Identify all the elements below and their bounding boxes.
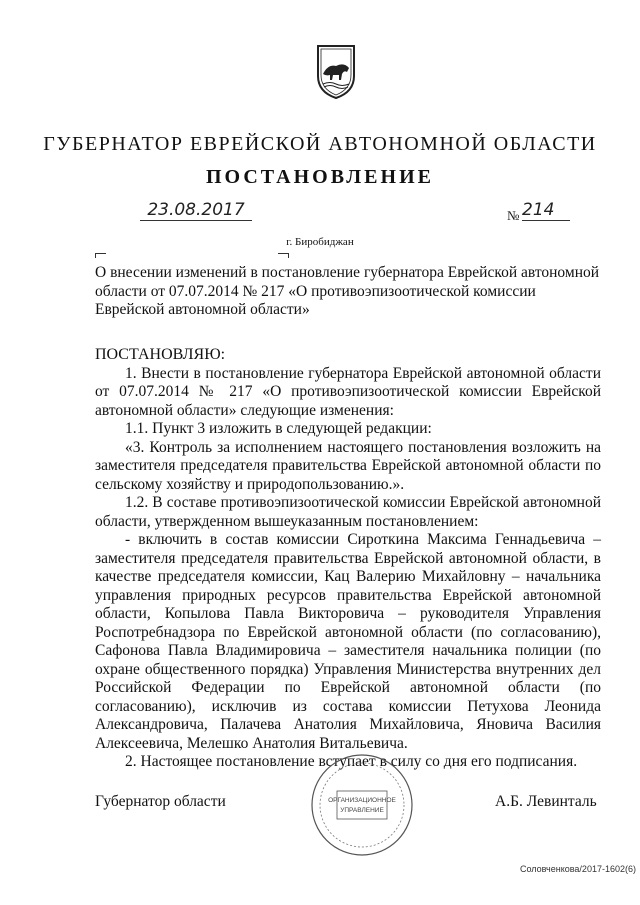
coat-of-arms-icon bbox=[314, 42, 358, 100]
subject-corner-right bbox=[278, 253, 289, 258]
document-body bbox=[95, 346, 601, 772]
paragraph-quote: «3. Контроль за исполнением настоящего постановления возложить на заместителя председателя правительства Еврейской автономной области по сельскому хозяйству и природопользованию.». bbox=[95, 438, 601, 493]
signatory-name: А.Б. Левинталь bbox=[495, 793, 597, 810]
document-type: ПОСТАНОВЛЕНИЕ bbox=[206, 166, 434, 188]
paragraph-1-1: 1.1. Пункт 3 изложить в следующей редакции: bbox=[125, 420, 432, 437]
paragraph-2: 2. Настоящее постановление вступает в силу со дня его подписания. bbox=[125, 753, 578, 770]
signatory-position: Губернатор области bbox=[95, 793, 226, 810]
document-number: 214 bbox=[522, 200, 570, 221]
subject: О внесении изменений в постановление губернатора Еврейской автономной области от 07.07.2014 № 217 «О противоэпизоотической комиссии Еврейской автономной области» bbox=[95, 264, 600, 318]
lead: ПОСТАНОВЛЯЮ: bbox=[95, 346, 226, 363]
seal-stamp bbox=[310, 753, 414, 857]
footer-reference: Соловченкова/2017-1602(6) bbox=[520, 864, 636, 874]
number-label: № bbox=[507, 208, 520, 223]
city: г. Биробиджан bbox=[286, 236, 354, 248]
stamp-line-1: ОРГАНИЗАЦИОННОЕ bbox=[328, 797, 396, 804]
authority-title: ГУБЕРНАТОР ЕВРЕЙСКОЙ АВТОНОМНОЙ ОБЛАСТИ bbox=[43, 133, 597, 155]
paragraph-1-2: 1.2. В составе противоэпизоотической комиссии Еврейской автономной области, утвержденном вышеуказанным постановлением: bbox=[95, 494, 601, 530]
document-date: 23.08.2017 bbox=[140, 200, 252, 221]
paragraph-bullet: - включить в состав комиссии Сироткина Максима Геннадьевича – заместителя председателя правительства Еврейской автономной области, в качестве председателя комиссии, Кац Валерию Михайловну – начальника управления природных ресурсов правительства Еврейской автономной области, Копылова Павла Викторовича – руководителя Управления Роспотребнадзора по Еврейской автономной области (по согласованию), Сафонова Павла Владимировича – заместителя начальника полиции (по охране общественного порядка) Управления Министерства внутренних дел Российской Федерации по Еврейской автономной области (по согласованию), исключив из состава комиссии Петухова Леонида Александровича, Палачева Анатолия Михайловича, Яновича Василия Алексеевича, Мелешко Анатолия Витальевича. bbox=[95, 531, 601, 752]
paragraph-1: 1. Внести в постановление губернатора Еврейской автономной области от 07.07.2014 № 217 «О противоэпизоотической комиссии Еврейской автономной области» следующие изменения: bbox=[95, 364, 601, 419]
stamp-line-2: УПРАВЛЕНИЕ bbox=[340, 807, 384, 814]
subject-corner-left bbox=[95, 253, 106, 258]
